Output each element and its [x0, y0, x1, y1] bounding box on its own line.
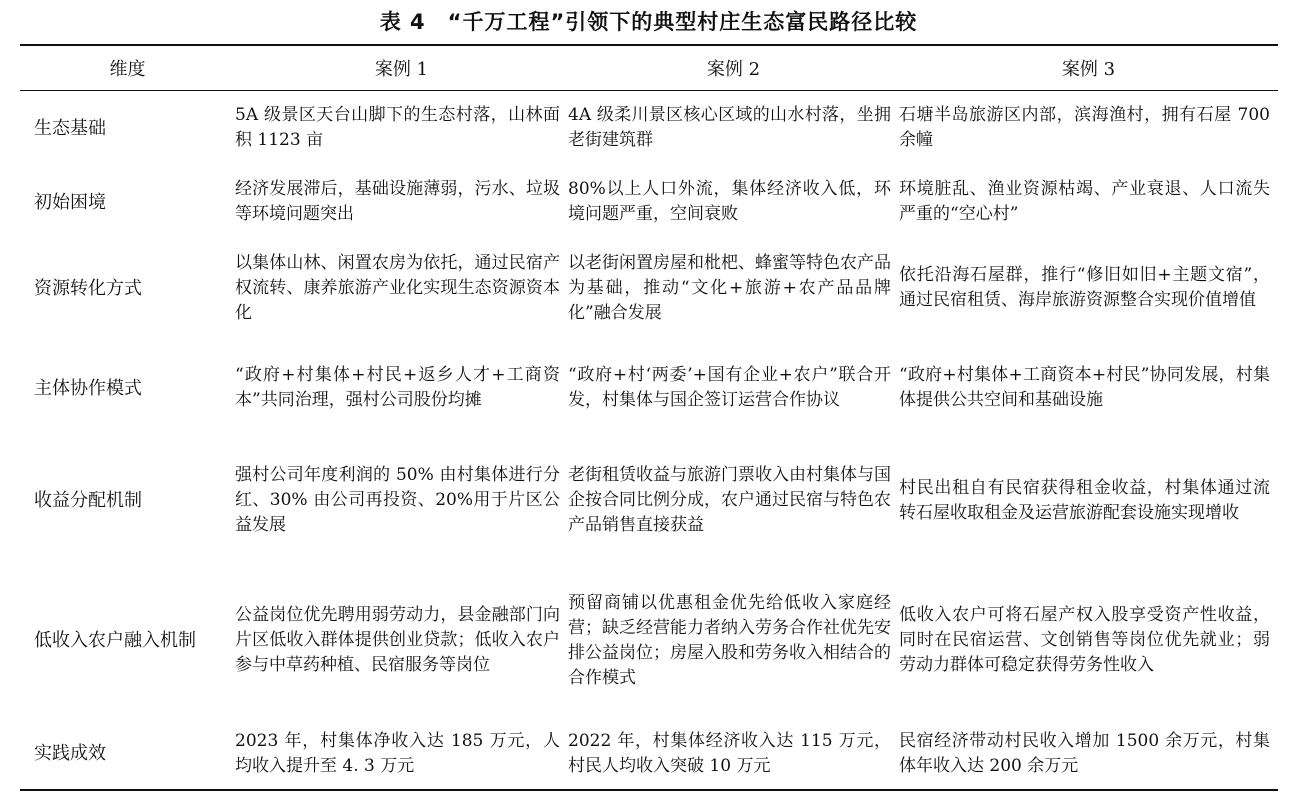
comparison-table — [20, 44, 1278, 791]
row-case-2: 80%以上人口外流，集体经济收入低，环境问题严重，空间衰败 — [568, 179, 891, 224]
row-case-3: “政府+村集体+工商资本+村民”协同发展，村集体提供公共空间和基础设施 — [899, 365, 1270, 410]
header-case-1: 案例 1 — [235, 45, 568, 90]
row-dimension: 主体协作模式 — [34, 377, 142, 399]
row-case-2: 以老街闲置房屋和枇杷、蜂蜜等特色农产品为基础，推动“文化+旅游+农产品品牌化”融合发展 — [568, 252, 891, 323]
row-case-3: 民宿经济带动村民收入增加 1500 余万元，村集体年收入达 200 余万元 — [899, 718, 1278, 790]
row-case-1: 以集体山林、闲置农房为依托，通过民宿产权流转、康养旅游产业化实现生态资源资本化 — [235, 252, 560, 323]
header-case-3: 案例 3 — [899, 45, 1278, 90]
row-case-1: 强村公司年度利润的 50% 由村集体进行分红、30% 由公司再投资、20%用于片区公益发展 — [235, 465, 560, 535]
row-case-3: 村民出租自有民宿获得租金收益，村集体通过流转石屋收取租金及运营旅游配套设施实现增收 — [899, 477, 1270, 523]
row-dimension: 初始困境 — [34, 191, 106, 213]
table-row — [20, 90, 1278, 166]
table-header-row — [20, 45, 1278, 90]
row-case-2: 4A 级柔川景区核心区域的山水村落，坐拥老街建筑群 — [568, 105, 891, 151]
table-row — [20, 438, 1278, 563]
row-dimension: 生态基础 — [34, 117, 106, 139]
row-dimension: 低收入农户融入机制 — [34, 630, 196, 651]
row-case-1: 2023 年，村集体净收入达 185 万元，人均收入提升至 4. 3 万元 — [235, 718, 568, 790]
row-dimension: 收益分配机制 — [34, 490, 142, 511]
row-case-1: 经济发展滞后，基础设施薄弱，污水、垃圾等环境问题突出 — [235, 179, 560, 224]
row-case-2: 老街租赁收益与旅游门票收入由村集体与国企按合同比例分成，农户通过民宿与特色农产品销售直接获益 — [568, 465, 891, 535]
header-case-2: 案例 2 — [568, 45, 899, 90]
row-case-1: “政府+村集体+村民+返乡人才+工商资本”共同治理，强村公司股份均摊 — [235, 365, 560, 410]
table-row — [20, 166, 1278, 238]
table-row — [20, 718, 1278, 790]
row-dimension: 实践成效 — [20, 718, 235, 790]
header-dimension: 维度 — [20, 45, 235, 90]
row-case-3: 低收入农户可将石屋产权入股享受资产性收益，同时在民宿运营、文创销售等岗位优先就业；弱劳动力群体可稳定获得劳务性收入 — [899, 605, 1270, 675]
table-row — [20, 563, 1278, 718]
row-case-3: 石塘半岛旅游区内部，滨海渔村，拥有石屋 700 余幢 — [899, 105, 1270, 151]
row-case-3: 依托沿海石屋群，推行“修旧如旧+主题文宿”，通过民宿租赁、海岸旅游资源整合实现价值增值 — [899, 265, 1270, 310]
table-row — [20, 338, 1278, 438]
table-title: 表 4 “千万工程”引领下的典型村庄生态富民路径比较 — [379, 10, 918, 34]
row-dimension: 资源转化方式 — [34, 277, 142, 299]
row-case-3: 环境脏乱、渔业资源枯竭、产业衰退、人口流失严重的“空心村” — [899, 179, 1270, 224]
table-row — [20, 238, 1278, 338]
row-case-2: 2022 年，村集体经济收入达 115 万元，村民人均收入突破 10 万元 — [568, 718, 899, 790]
row-case-1: 5A 级景区天台山脚下的生态村落，山林面积 1123 亩 — [235, 105, 560, 151]
row-case-2: “政府+村‘两委’+国有企业+农户”联合开发，村集体与国企签订运营合作协议 — [568, 365, 891, 410]
row-case-1: 公益岗位优先聘用弱劳动力，县金融部门向片区低收入群体提供创业贷款；低收入农户参与中草药种植、民宿服务等岗位 — [235, 605, 560, 675]
row-case-2: 预留商铺以优惠租金优先给低收入家庭经营；缺乏经营能力者纳入劳务合作社优先安排公益岗位；房屋入股和劳务收入相结合的合作模式 — [568, 592, 891, 688]
